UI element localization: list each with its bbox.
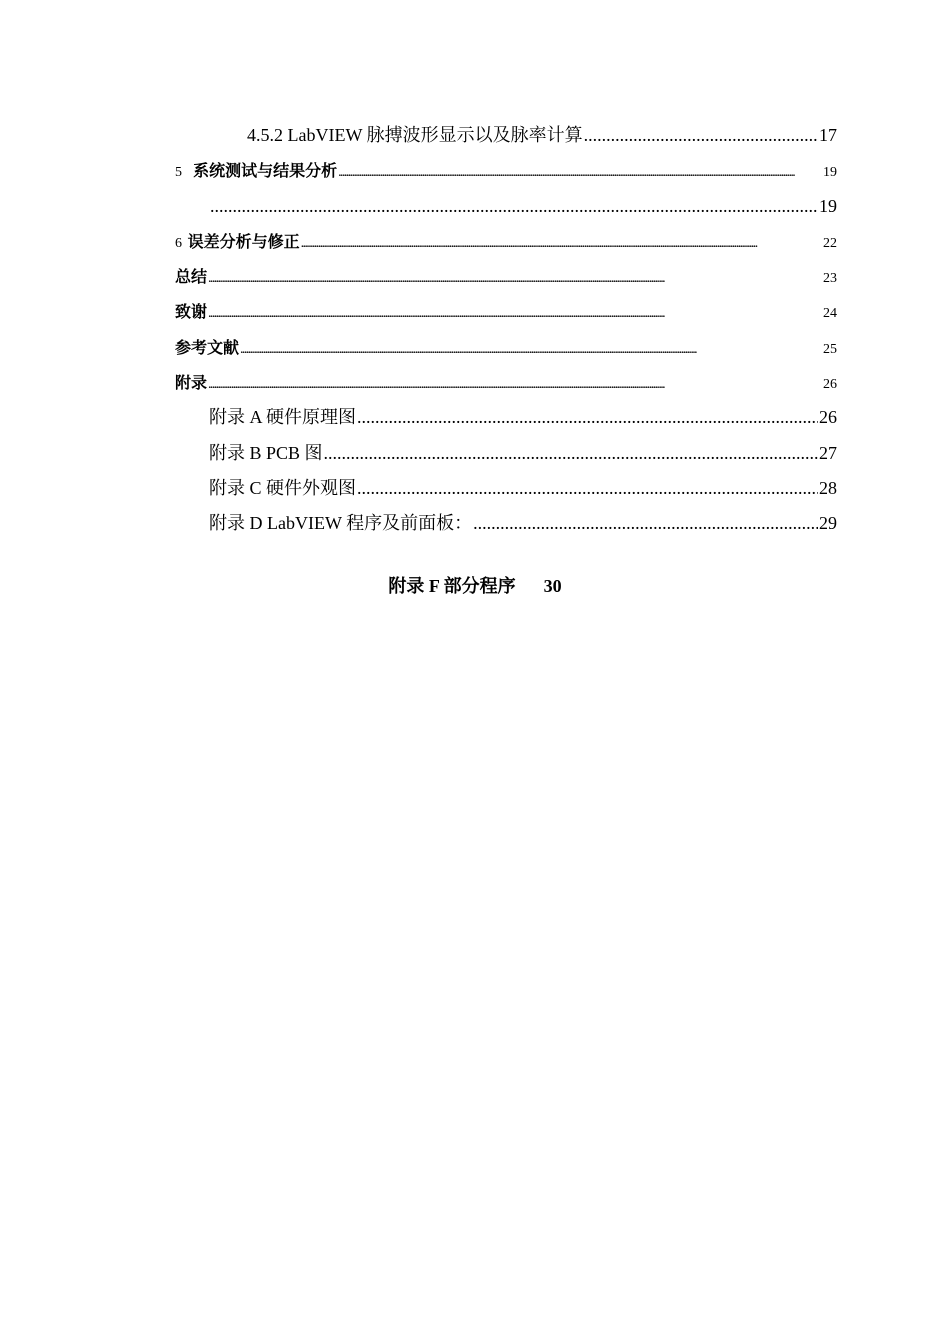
toc-page-number: 19: [819, 195, 837, 216]
toc-page-number: 25: [823, 341, 837, 357]
toc-page-number: 29: [819, 513, 837, 534]
dot-leader: [210, 189, 818, 224]
toc-entry-label: 参考文献: [175, 337, 240, 357]
toc-page-number: 26: [823, 377, 837, 393]
dot-leader: [357, 400, 818, 435]
toc-entry-label: 总结: [175, 267, 208, 287]
toc-entry-label: [175, 224, 300, 261]
toc-page-number: 22: [823, 235, 837, 251]
toc-entry-appendix-c[interactable]: [175, 471, 837, 506]
toc-entry-label: 附录: [175, 373, 208, 393]
toc-page-number: 30: [543, 576, 562, 596]
toc-entry-label: 附录 C 硬件外观图: [209, 477, 357, 498]
toc-entry-4-5-2[interactable]: [175, 118, 837, 153]
toc-page-number: 24: [823, 306, 837, 322]
chapter-number: 6: [175, 235, 182, 251]
toc-entry-label: 附录 A 硬件原理图: [209, 407, 357, 428]
dot-leader: [208, 261, 822, 296]
dot-leader: [208, 296, 822, 331]
toc-entry-label: 4.5.2 LabVIEW 脉搏波形显示以及脉率计算: [247, 125, 583, 145]
toc-entry-untitled[interactable]: [175, 189, 837, 224]
toc-entry-appendix[interactable]: [175, 365, 837, 400]
toc-page-number: 27: [819, 442, 837, 463]
toc-page-number: 17: [819, 125, 837, 145]
toc-entry-references[interactable]: [175, 330, 837, 365]
toc-entry-label: 附录 D LabVIEW 程序及前面板：: [209, 513, 473, 534]
toc-entry-acknowledgements[interactable]: [175, 294, 837, 329]
dot-leader: [473, 506, 818, 541]
toc-entry-label: [175, 153, 337, 190]
toc-entry-chapter-6[interactable]: [175, 224, 837, 259]
toc-entry-label: 致谢: [175, 302, 208, 322]
dot-leader: [357, 471, 818, 506]
chapter-title: 系统测试与结果分析: [193, 161, 338, 181]
toc-entry-chapter-5[interactable]: [175, 153, 837, 188]
table-of-contents: [175, 118, 837, 542]
toc-entry-appendix-a[interactable]: [175, 400, 837, 435]
toc-entry-label: 附录 F 部分程序: [388, 576, 516, 596]
dot-leader: [584, 118, 818, 153]
toc-entry-label: 附录 B PCB 图: [209, 442, 323, 463]
dot-leader: [240, 332, 822, 367]
toc-entry-appendix-f[interactable]: [0, 572, 950, 598]
toc-entry-appendix-d[interactable]: [175, 506, 837, 541]
toc-entry-summary[interactable]: [175, 259, 837, 294]
chapter-title: 误差分析与修正: [187, 231, 300, 251]
chapter-number: 5: [175, 165, 182, 181]
toc-entry-appendix-b[interactable]: [175, 436, 837, 471]
toc-page-number: 19: [823, 165, 837, 181]
dot-leader: [301, 226, 822, 261]
dot-leader: [324, 436, 818, 471]
toc-page-number: 28: [819, 477, 837, 498]
dot-leader: [208, 367, 822, 402]
toc-page-number: 23: [823, 271, 837, 287]
dot-leader: [338, 155, 822, 190]
toc-page-number: 26: [819, 407, 837, 428]
